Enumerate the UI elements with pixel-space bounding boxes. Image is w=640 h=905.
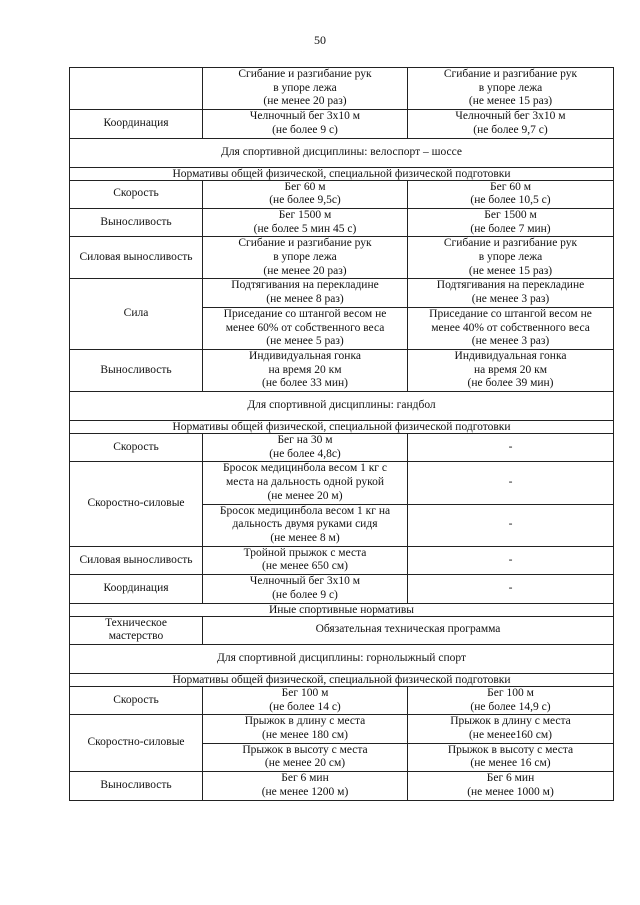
cell-line: (не менее 650 см) [262,560,348,573]
cell-line: Тройной прыжок с места [243,546,367,559]
female-standard-cell [408,772,614,800]
cell-line: Прыжок в высоту с места [447,743,574,756]
cell-line: Челночный бег 3х10 м [249,110,361,123]
quality-cell: Координация [70,575,203,603]
male-standard-cell [203,110,408,138]
cell-line: Бег 1500 м [484,208,537,221]
male-standard-cell [203,237,408,279]
table-row [70,138,614,167]
section-heading: Для спортивной дисциплины: горнолыжный спорт [70,644,614,673]
cell-line: Сгибание и разгибание рук [443,68,578,80]
male-standard-cell [203,686,408,714]
cell-line: Бег на 30 м [277,434,333,447]
cell-line: Прыжок в длину с места [244,715,366,728]
cell-line: (не менее160 см) [468,729,553,742]
female-standard-cell [408,434,614,462]
table-row [70,546,614,574]
cell-line: (не более 14,9 с) [470,700,551,713]
male-standard-cell [203,715,408,743]
quality-cell: Выносливость [70,349,203,391]
page-number: 50 [314,33,326,47]
cell-line: (не более 4,8с) [269,447,341,460]
cell-line: - [508,440,513,453]
male-standard-cell [203,504,408,546]
cell-line: (не более 9 с) [272,123,338,136]
male-standard-cell [203,743,408,771]
table-row [70,575,614,603]
table-row [70,349,614,391]
quality-cell: Скоростно-силовые [70,462,203,546]
subsection-heading: Нормативы общей физической, специальной физической подготовки [70,673,614,686]
cell-line: (не более 14 с) [269,700,341,713]
subsection-heading: Нормативы общей физической, специальной физической подготовки [70,167,614,180]
cell-line: на время 20 км [268,363,342,376]
cell-line: (не менее 3 раз) [471,335,550,348]
female-standard-cell [408,743,614,771]
male-standard-cell [203,180,408,208]
cell-line: Подтягивания на перекладине [231,279,379,292]
cell-line: Сгибание и разгибание рук [443,237,578,250]
cell-line: Бег 6 мин [486,772,535,785]
cell-line: (не менее 8 раз) [266,293,344,306]
cell-line: Бег 6 мин [281,772,329,785]
cell-line: мастерство [108,630,164,643]
quality-cell: Координация [70,110,203,138]
cell-line: Прыжок в длину с места [450,715,571,728]
table-row [70,421,614,434]
cell-line: Техническое [105,616,167,629]
cell-line: Подтягивания на перекладине [436,279,585,292]
table-row [70,772,614,800]
cell-line: (не более 7 мин) [470,222,551,235]
cell-line: (не менее 15 раз) [468,264,553,277]
merged-standard-cell: Обязательная техническая программа [203,616,614,644]
table-row [70,434,614,462]
cell-line: в упоре лежа [273,81,337,94]
female-standard-cell [408,307,614,349]
cell-line: Сгибание и разгибание рук [238,68,372,80]
cell-line: Сгибание и разгибание рук [238,237,372,250]
subsection-heading: Нормативы общей физической, специальной физической подготовки [70,421,614,434]
quality-cell: Скорость [70,686,203,714]
quality-cell: Скорость [70,180,203,208]
cell-line: (не менее 1200 м) [261,785,349,798]
cell-line: менее 40% от собственного веса [431,321,590,334]
table-row [70,392,614,421]
standards-table [69,67,614,801]
male-standard-cell [203,349,408,391]
cell-line: (не менее 20 м) [267,489,343,502]
cell-line: Бег 60 м [284,180,326,193]
cell-line: (не более 9 с) [272,588,338,601]
cell-line: дальность двумя руками сидя [232,518,378,531]
quality-cell [70,68,203,110]
cell-line: (не менее 3 раз) [471,293,550,306]
cell-line: Приседание со штангой весом не [429,307,592,320]
female-standard-cell [408,575,614,603]
table-row [70,167,614,180]
female-standard-cell [408,349,614,391]
female-standard-cell [408,208,614,236]
section-heading: Для спортивной дисциплины: гандбол [70,392,614,421]
male-standard-cell [203,772,408,800]
female-standard-cell [408,504,614,546]
cell-line: (не более 5 мин 45 с) [253,222,357,235]
table-row [70,68,614,110]
cell-line: (не более 9,7 с) [473,123,548,136]
female-standard-cell [408,68,614,110]
cell-line: Индивидуальная гонка [454,349,567,362]
table-row [70,715,614,743]
table-row [70,673,614,686]
cell-line: в упоре лежа [478,81,543,94]
table-row [70,110,614,138]
quality-cell: Сила [70,279,203,350]
cell-line: Бег 60 м [490,180,531,193]
male-standard-cell [203,307,408,349]
cell-line: (не менее 20 раз) [263,95,347,108]
table-row [70,237,614,279]
quality-cell: Скоростно-силовые [70,715,203,772]
female-standard-cell [408,715,614,743]
quality-cell: Скорость [70,434,203,462]
female-standard-cell [408,110,614,138]
male-standard-cell [203,575,408,603]
cell-line: на время 20 км [473,363,548,376]
table-row [70,616,614,644]
table-row [70,208,614,236]
male-standard-cell [203,434,408,462]
table-row [70,686,614,714]
male-standard-cell [203,68,408,110]
cell-line: Бросок медицинбола весом 1 кг на [219,504,391,517]
quality-cell: Силовая выносливость [70,546,203,574]
subsection-heading: Иные спортивные нормативы [70,603,614,616]
quality-cell: Выносливость [70,208,203,236]
table-row [70,180,614,208]
female-standard-cell [408,462,614,504]
cell-line: (не менее 5 раз) [266,335,344,348]
cell-line: (не менее 8 м) [270,531,340,544]
cell-line: Бросок медицинбола весом 1 кг с [222,462,388,475]
female-standard-cell [408,237,614,279]
cell-line: Челночный бег 3х10 м [455,110,566,123]
male-standard-cell [203,279,408,307]
cell-line: (не более 33 мин) [261,377,349,390]
cell-line: (не более 39 мин) [467,377,554,390]
cell-line: Прыжок в высоту с места [242,743,368,756]
table-row [70,603,614,616]
cell-line: (не менее 1000 м) [467,785,554,798]
female-standard-cell [408,546,614,574]
cell-line: Бег 100 м [281,686,329,699]
cell-line: - [508,476,513,489]
cell-line: - [508,518,513,531]
male-standard-cell [203,546,408,574]
cell-line: (не менее 16 см) [470,757,551,770]
female-standard-cell [408,180,614,208]
section-heading: Для спортивной дисциплины: велоспорт – шоссе [70,138,614,167]
female-standard-cell [408,686,614,714]
cell-line: в упоре лежа [478,251,543,264]
cell-line: (не менее 180 см) [262,729,348,742]
table-row [70,279,614,307]
female-standard-cell [408,279,614,307]
cell-line: (не более 9,5с) [269,194,341,207]
quality-cell: Выносливость [70,772,203,800]
table-row [70,462,614,504]
cell-line: (не менее 20 см) [264,757,346,770]
quality-cell [70,616,203,644]
cell-line: - [508,581,513,594]
cell-line: - [508,553,513,566]
male-standard-cell [203,208,408,236]
standards-table-body [70,68,614,801]
cell-line: менее 60% от собственного веса [225,321,385,334]
cell-line: Бег 100 м [487,686,534,699]
cell-line: Челночный бег 3х10 м [249,575,361,588]
cell-line: (не более 10,5 с) [470,194,551,207]
cell-line: Приседание со штангой весом не [223,307,387,320]
table-row [70,644,614,673]
male-standard-cell [203,462,408,504]
cell-line: Бег 1500 м [278,208,332,221]
cell-line: (не менее 15 раз) [468,95,553,108]
cell-line: Индивидуальная гонка [249,349,361,362]
cell-line: (не менее 20 раз) [263,264,347,277]
cell-line: места на дальность одной рукой [226,476,384,489]
quality-cell: Силовая выносливость [70,237,203,279]
cell-line: в упоре лежа [273,251,337,264]
